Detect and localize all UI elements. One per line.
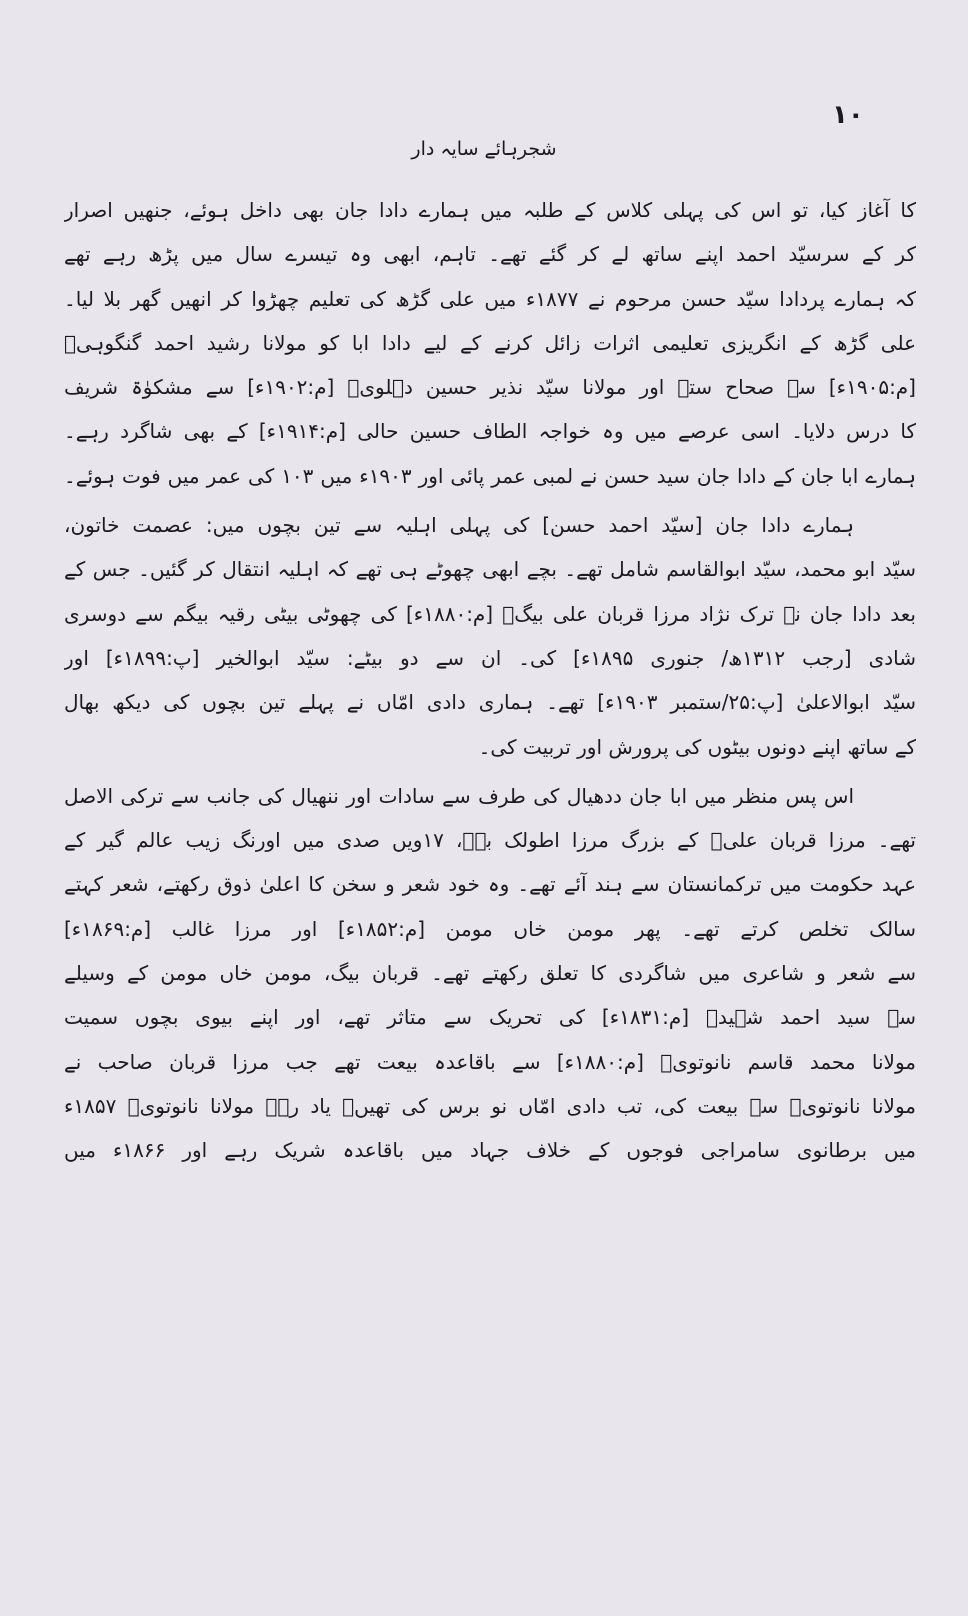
text-line: سالک تخلص کرتے تھے۔ پھر مومن خاں مومن [م:۱۸۵۲ء] اور مرزا غالب [م:۱۸۶۹ء] bbox=[64, 916, 916, 941]
text-line: عہد حکومت میں ترکمانستان سے ہند آئے تھے۔ وہ خود شعر و سخن کا اعلیٰ ذوق رکھتے، شعر کہتے bbox=[64, 872, 916, 897]
text-line: ہمارے ابا جان کے دادا جان سید حسن نے لمبی عمر پائی اور ۱۹۰۳ء میں ۱۰۳ کی عمر میں فوت ہوئے۔ bbox=[64, 463, 916, 488]
text-line: علی گڑھ کے انگریزی تعلیمی اثرات زائل کرنے کے لیے دادا ابا کو مولانا رشید احمد گنگوہیؒ bbox=[64, 330, 916, 355]
text-line: تھے۔ مرزا قربان علیؒ کے بزرگ مرزا اطولک بےؒ، ۱۷ویں صدی میں اورنگ زیب عالم گیر کے bbox=[64, 828, 916, 853]
text-line: بعد دادا جان نے ترک نژاد مرزا قربان علی بیگؒ [م:۱۸۸۰ء] کی چھوٹی بیٹی رقیہ بیگم سے دوسری bbox=[64, 601, 916, 626]
text-line: مولانا محمد قاسم نانوتویؒ [م:۱۸۸۰ء] سے باقاعدہ بیعت تھے جب مرزا قربان صاحب نے bbox=[64, 1049, 916, 1074]
text-line: سے شعر و شاعری میں شاگردی کا تعلق رکھتے تھے۔ قربان بیگ، مومن خاں مومن کے وسیلے bbox=[64, 961, 916, 986]
body-text bbox=[64, 188, 916, 1173]
text-line: کر کے سرسیّد احمد اپنے ساتھ لے کر گئے تھے۔ تاہم، ابھی وہ تیسرے سال میں پڑھ رہے تھے bbox=[64, 242, 916, 267]
text-line: مولانا نانوتویؒ سے بیعت کی، تب دادی امّاں نو برس کی تھیں۔ یاد رہے مولانا نانوتویؒ ۱۸۵۷ء bbox=[64, 1093, 916, 1118]
text-line: سیّد ابوالاعلیٰ [پ:۲۵/ستمبر ۱۹۰۳ء] تھے۔ ہماری دادی امّاں نے پہلے تین بچوں کی دیکھ بھال bbox=[64, 690, 916, 715]
text-line: شادی [رجب ۱۳۱۲ھ/ جنوری ۱۸۹۵ء] کی۔ ان سے دو بیٹے: سیّد ابوالخیر [پ:۱۸۹۹ء] اور bbox=[64, 645, 916, 670]
running-head: شجرہائے سایہ دار bbox=[411, 138, 557, 160]
text-line: کا آغاز کیا، تو اس کی پہلی کلاس کے طلبہ میں ہمارے دادا جان بھی داخل ہوئے، جنھیں اصرار bbox=[64, 198, 916, 222]
text-line: [م:۱۹۰۵ء] سے صحاح ستہ اور مولانا سیّد نذیر حسین دہلویؒ [م:۱۹۰۲ء] سے مشکوٰۃ شریف bbox=[64, 375, 916, 400]
text-line: ہمارے دادا جان [سیّد احمد حسن] کی پہلی اہلیہ سے تین بچوں میں: عصمت خاتون، bbox=[64, 513, 854, 538]
text-line: کہ ہمارے پردادا سیّد حسن مرحوم نے ۱۸۷۷ء میں علی گڑھ کی تعلیم چھڑوا کر انھیں گھر بلا لیا۔ bbox=[64, 286, 916, 311]
text-line: کا درس دلایا۔ اسی عرصے میں وہ خواجہ الطاف حسین حالی [م:۱۹۱۴ء] کے بھی شاگرد رہے۔ bbox=[64, 419, 916, 444]
text-line: سیّد ابو محمد، سیّد ابوالقاسم شامل تھے۔ بچے ابھی چھوٹے ہی تھے کہ اہلیہ انتقال کر گئیں۔ جس کے bbox=[64, 557, 916, 582]
text-line: میں برطانوی سامراجی فوجوں کے خلاف جہاد میں باقاعدہ شریک رہے اور ۱۸۶۶ء میں bbox=[64, 1138, 916, 1163]
text-line: اس پس منظر میں ابا جان ددھیال کی طرف سے سادات اور ننھیال کی جانب سے ترکی الاصل bbox=[64, 783, 854, 808]
text-line: کے ساتھ اپنے دونوں بیٹوں کی پرورش اور تربیت کی۔ bbox=[478, 734, 916, 759]
text-line: سے سید احمد شہیدؒ [م:۱۸۳۱ء] کی تحریک سے متاثر تھے، اور اپنے بیوی بچوں سمیت bbox=[64, 1005, 916, 1030]
page-number: ۱۰ bbox=[832, 100, 864, 130]
